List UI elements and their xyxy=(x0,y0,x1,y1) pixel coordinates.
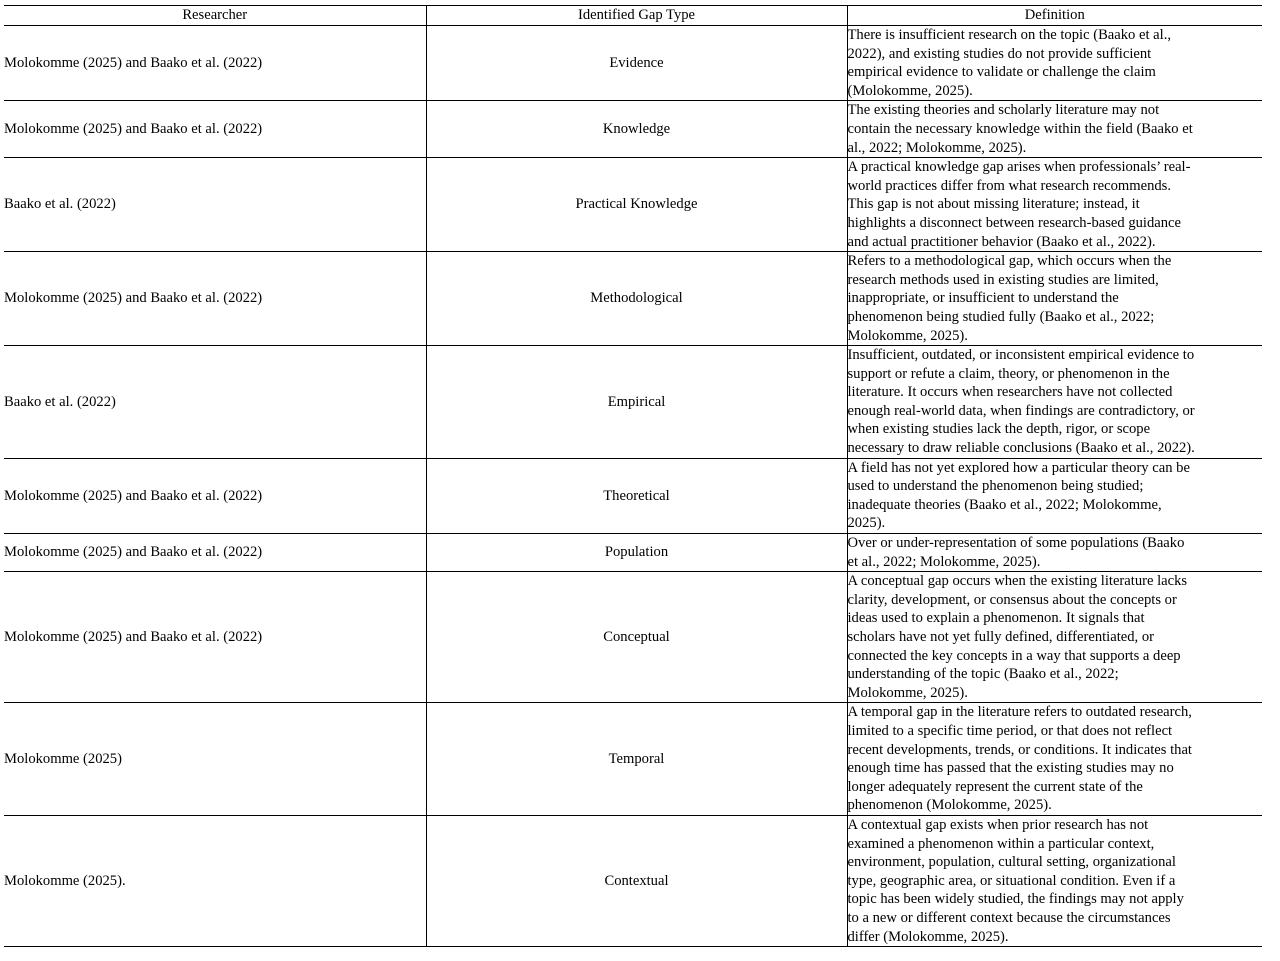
definition-line: The existing theories and scholarly literature may not xyxy=(847,102,1160,119)
definition-line: used to understand the phenomenon being studied; xyxy=(847,478,1144,495)
definition-cell xyxy=(847,815,1262,946)
definition-cell xyxy=(847,346,1262,459)
definition-line: Refers to a methodological gap, which occurs when the xyxy=(847,253,1172,270)
definition-line: environment, population, cultural setting, organizational xyxy=(847,854,1176,871)
definition-line: A field has not yet explored how a particular theory can be xyxy=(847,459,1190,476)
definition-line: longer adequately represent the current state of the xyxy=(847,778,1143,795)
definition-cell xyxy=(847,158,1262,252)
table-row xyxy=(4,101,1262,158)
gap-type-cell: Conceptual xyxy=(426,572,847,703)
researcher-cell: Molokomme (2025) xyxy=(4,703,426,816)
researcher-cell: Molokomme (2025) and Baako et al. (2022) xyxy=(4,101,426,158)
table-row xyxy=(4,252,1262,346)
definition-line: al., 2022; Molokomme, 2025). xyxy=(847,139,1027,156)
gap-type-cell: Methodological xyxy=(426,252,847,346)
definition-line: recent developments, trends, or conditions. It indicates that xyxy=(847,741,1192,758)
table-row xyxy=(4,158,1262,252)
header-row xyxy=(4,6,1262,26)
table-body xyxy=(4,26,1262,947)
definition-line: empirical evidence to validate or challenge the claim xyxy=(847,64,1156,81)
definition-line: when existing studies lack the depth, rigor, or scope xyxy=(847,421,1151,438)
definition-line: necessary to draw reliable conclusions (Baako et al., 2022). xyxy=(847,440,1195,457)
researcher-cell: Molokomme (2025) and Baako et al. (2022) xyxy=(4,534,426,572)
header-gap-type: Identified Gap Type xyxy=(426,6,847,26)
definition-cell xyxy=(847,26,1262,101)
definition-cell xyxy=(847,534,1262,572)
table-row xyxy=(4,815,1262,946)
definition-cell xyxy=(847,458,1262,533)
definition-line: highlights a disconnect between research-based guidance xyxy=(847,214,1181,231)
definition-line: clarity, development, or consensus about the concepts or xyxy=(847,591,1177,608)
definition-line: Over or under-representation of some populations (Baako xyxy=(847,535,1185,552)
definition-line: limited to a specific time period, or that does not reflect xyxy=(847,722,1173,739)
gap-type-cell: Population xyxy=(426,534,847,572)
gap-type-cell: Knowledge xyxy=(426,101,847,158)
definition-line: connected the key concepts in a way that supports a deep xyxy=(847,647,1181,664)
definition-line: research methods used in existing studies are limited, xyxy=(847,271,1159,288)
researcher-cell: Molokomme (2025) and Baako et al. (2022) xyxy=(4,458,426,533)
definition-cell xyxy=(847,101,1262,158)
definition-line: contain the necessary knowledge within the field (Baako et xyxy=(847,120,1193,137)
table-row xyxy=(4,703,1262,816)
definition-line: (Molokomme, 2025). xyxy=(847,82,973,99)
researcher-cell: Baako et al. (2022) xyxy=(4,158,426,252)
definition-line: world practices differ from what research recommends. xyxy=(847,177,1171,194)
researcher-cell: Molokomme (2025) and Baako et al. (2022) xyxy=(4,572,426,703)
header-definition: Definition xyxy=(847,6,1262,26)
definition-line: A temporal gap in the literature refers to outdated research, xyxy=(847,704,1192,721)
definition-line: enough real-world data, when findings are contradictory, or xyxy=(847,402,1195,419)
table-row xyxy=(4,534,1262,572)
table-row xyxy=(4,26,1262,101)
table-row xyxy=(4,346,1262,459)
definition-line: inadequate theories (Baako et al., 2022; Molokomme, xyxy=(847,496,1162,513)
researcher-cell: Molokomme (2025) and Baako et al. (2022) xyxy=(4,26,426,101)
definition-line: and actual practitioner behavior (Baako et al., 2022). xyxy=(847,233,1156,250)
gap-type-cell: Temporal xyxy=(426,703,847,816)
definition-line: 2022), and existing studies do not provide sufficient xyxy=(847,45,1152,62)
definition-line: examined a phenomenon within a particular context, xyxy=(847,835,1155,852)
definition-line: inappropriate, or insufficient to understand the xyxy=(847,290,1119,307)
definition-cell xyxy=(847,572,1262,703)
definition-line: to a new or different context because the circumstances xyxy=(847,909,1171,926)
gap-type-cell: Theoretical xyxy=(426,458,847,533)
definition-line: 2025). xyxy=(847,515,886,532)
gap-type-cell: Contextual xyxy=(426,815,847,946)
definition-line: Molokomme, 2025). xyxy=(847,684,968,701)
definition-line: understanding of the topic (Baako et al., 2022; xyxy=(847,666,1119,683)
definition-line: phenomenon being studied fully (Baako et al., 2022; xyxy=(847,308,1155,325)
definition-line: This gap is not about missing literature; instead, it xyxy=(847,196,1140,213)
gap-type-cell: Empirical xyxy=(426,346,847,459)
header-researcher: Researcher xyxy=(4,6,426,26)
gap-type-cell: Practical Knowledge xyxy=(426,158,847,252)
definition-line: type, geographic area, or situational condition. Even if a xyxy=(847,872,1176,889)
definition-line: Molokomme, 2025). xyxy=(847,327,968,344)
table-row xyxy=(4,572,1262,703)
definition-line: ideas used to explain a phenomenon. It signals that xyxy=(847,610,1145,627)
definition-line: differ (Molokomme, 2025). xyxy=(847,928,1009,945)
definition-line: literature. It occurs when researchers have not collected xyxy=(847,384,1173,401)
definition-line: A conceptual gap occurs when the existing literature lacks xyxy=(847,573,1188,590)
definition-line: et al., 2022; Molokomme, 2025). xyxy=(847,553,1041,570)
definition-line: support or refute a claim, theory, or phenomenon in the xyxy=(847,365,1170,382)
definition-line: phenomenon (Molokomme, 2025). xyxy=(847,797,1052,814)
definition-line: A contextual gap exists when prior research has not xyxy=(847,816,1149,833)
gap-type-cell: Evidence xyxy=(426,26,847,101)
table-header xyxy=(4,6,1262,26)
definition-cell xyxy=(847,252,1262,346)
researcher-cell: Molokomme (2025) and Baako et al. (2022) xyxy=(4,252,426,346)
definition-line: A practical knowledge gap arises when professionals’ real- xyxy=(847,159,1191,176)
definition-line: topic has been widely studied, the findings may not apply xyxy=(847,891,1184,908)
gap-types-table xyxy=(4,5,1262,947)
definition-line: There is insufficient research on the topic (Baako et al., xyxy=(847,27,1172,43)
researcher-cell: Baako et al. (2022) xyxy=(4,346,426,459)
definition-line: enough time has passed that the existing studies may no xyxy=(847,760,1174,777)
table-row xyxy=(4,458,1262,533)
definition-cell xyxy=(847,703,1262,816)
definition-line: Insufficient, outdated, or inconsistent empirical evidence to xyxy=(847,347,1195,364)
definition-line: scholars have not yet fully defined, differentiated, or xyxy=(847,629,1154,645)
researcher-cell: Molokomme (2025). xyxy=(4,815,426,946)
